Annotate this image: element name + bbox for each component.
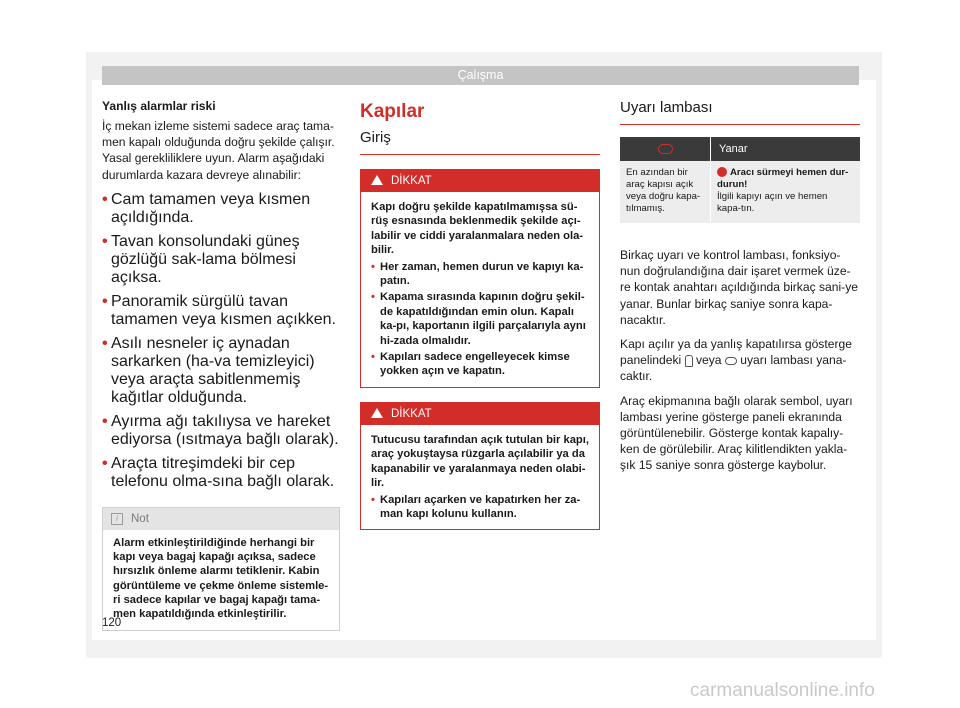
warning-box — [360, 402, 600, 530]
section-title: Kapılar — [360, 101, 425, 122]
stop-icon — [717, 167, 727, 177]
list-item: • Kapıları açarken ve kapatırken her za-man kapı kolunu kullanın. — [371, 493, 581, 520]
paragraph: Kapı açılır ya da yanlış kapatılırsa gösterge panelindeki veya uyarı lambası yana-caktır. — [620, 337, 852, 384]
list-item: • Panoramik sürgülü tavan tamamen veya kısmen açıkken. — [102, 292, 336, 328]
list-item: • Kapıları sadece engelleyecek kimse yokken açın ve kapatın. — [371, 351, 570, 378]
note-box — [102, 507, 340, 631]
warning-lamp-table — [620, 137, 860, 223]
table-cell: En azından bir araç kapısı açık veya doğru kapa-tılmamış. — [620, 161, 711, 223]
warning-label: DİKKAT — [391, 407, 432, 420]
list-item: • Ayırma ağı takılıysa ve hareket ediyorsa (ısıtmaya bağlı olarak). — [102, 412, 339, 448]
paragraph: Araç ekipmanına bağlı olarak sembol, uyarı lambası yerine gösterge paneli ekranında görüntülenebilir. Gösterge kontak kapalıy-ken de görülebilir. Araç kilitlendikten yakla-şık 15 saniye sonra gösterge kaybolur. — [620, 393, 853, 473]
warning-box — [360, 169, 600, 388]
note-label: Not — [131, 512, 149, 525]
warning-header — [361, 170, 599, 192]
intro-paragraph: İç mekan izleme sistemi sadece araç tama-men kapalı olduğunda doğru şekilde çalışır. Yasal gerekliliklere uyun. Alarm aşağıdaki durumlarda kazara devreye alınabilir: — [102, 119, 335, 182]
table-cell: Aracı sürmeyi hemen dur-durun! İlgili kapıyı açın ve hemen kapa-tın. — [711, 161, 861, 223]
list-item: • Kapama sırasında kapının doğru şekil-de kapatıldığından emin olun. Kapalı ka-pı, kaportanın ilgili parçalarıyla aynı hi-zada olmalıdır. — [371, 291, 586, 347]
list-item: • Cam tamamen veya kısmen açıldığında. — [102, 190, 311, 226]
warning-triangle-icon — [371, 175, 383, 185]
page-header: Çalışma — [102, 66, 859, 85]
paragraph: Birkaç uyarı ve kontrol lambası, fonksiyo-nun doğrulandığına dair işaret vermek üze-re kontak anahtarı açıldığında birkaç sani-ye yanar. Bunlar birkaç saniye sonra kapa-nacaktır. — [620, 248, 858, 327]
column-right — [620, 98, 860, 482]
table-header-icon — [620, 137, 711, 161]
section-subtitle: Giriş — [360, 128, 600, 155]
warning-text: Kapı doğru şekilde kapatılmamışsa sü-rüş esnasında beklenmedik şekilde açı-labilir ve ciddi yaralanmalara neden ola-bilir. • Her zaman, hemen durun ve kapıyı ka-patın. • Kapama sırasında kapının doğru şekil-de kapatıldığından emin olun. Kapalı ka-pı, kaportanın ilgili parçalarıyla aynı hi-zada olmalıdır. • Kapıları sadece engelleyecek kimse yokken açın ve kapatın. — [361, 192, 599, 387]
warning-triangle-icon — [371, 408, 383, 418]
note-header — [103, 508, 339, 530]
table-row — [620, 161, 860, 223]
warning-header — [361, 403, 599, 425]
warning-label: DİKKAT — [391, 175, 432, 187]
section-heading: Yanlış alarmlar riski — [102, 99, 216, 113]
column-left — [102, 98, 340, 631]
page-number: 120 — [102, 617, 122, 629]
watermark: carmanualsonline.info — [690, 680, 875, 701]
door-warning-icon — [725, 357, 737, 365]
section-title: Uyarı lambası — [620, 98, 860, 125]
list-item: • Araçta titreşimdeki bir cep telefonu olma-sına bağlı olarak. — [102, 454, 335, 490]
column-middle — [360, 98, 600, 544]
list-item: • Her zaman, hemen durun ve kapıyı ka-patın. — [371, 260, 584, 288]
warning-text: Tutucusu tarafından açık tutulan bir kapı, araç yokuştaysa rüzgarla açılabilir ya da kapanabilir ve yaralanmaya neden olabi-lir. • Kapıları açarken ve kapatırken her za-man kapı kolunu kullanın. — [361, 425, 599, 529]
note-text: Alarm etkinleştirildiğinde herhangi bir kapı veya bagaj kapağı açıksa, sadece hırsızlık önleme alarmı tetiklenir. Kabin görüntüleme ve çekme önleme sistemle-ri sadece kapılar ve bagaj kapağı tama-men kapatıldığında etkinleştirilir. — [113, 536, 329, 621]
list-item: • Asılı nesneler iç aynadan sarkarken (ha-va temizleyici) veya araçta sabitlenmemiş kağıtlar olduğunda. — [102, 334, 315, 406]
list-item: • Tavan konsolundaki güneş gözlüğü sak-lama bölmesi açıksa. — [102, 232, 300, 286]
door-warning-icon — [658, 144, 673, 154]
table-header: Yanar — [711, 137, 861, 161]
info-icon: i — [111, 513, 123, 525]
door-symbol-icon — [685, 355, 693, 367]
